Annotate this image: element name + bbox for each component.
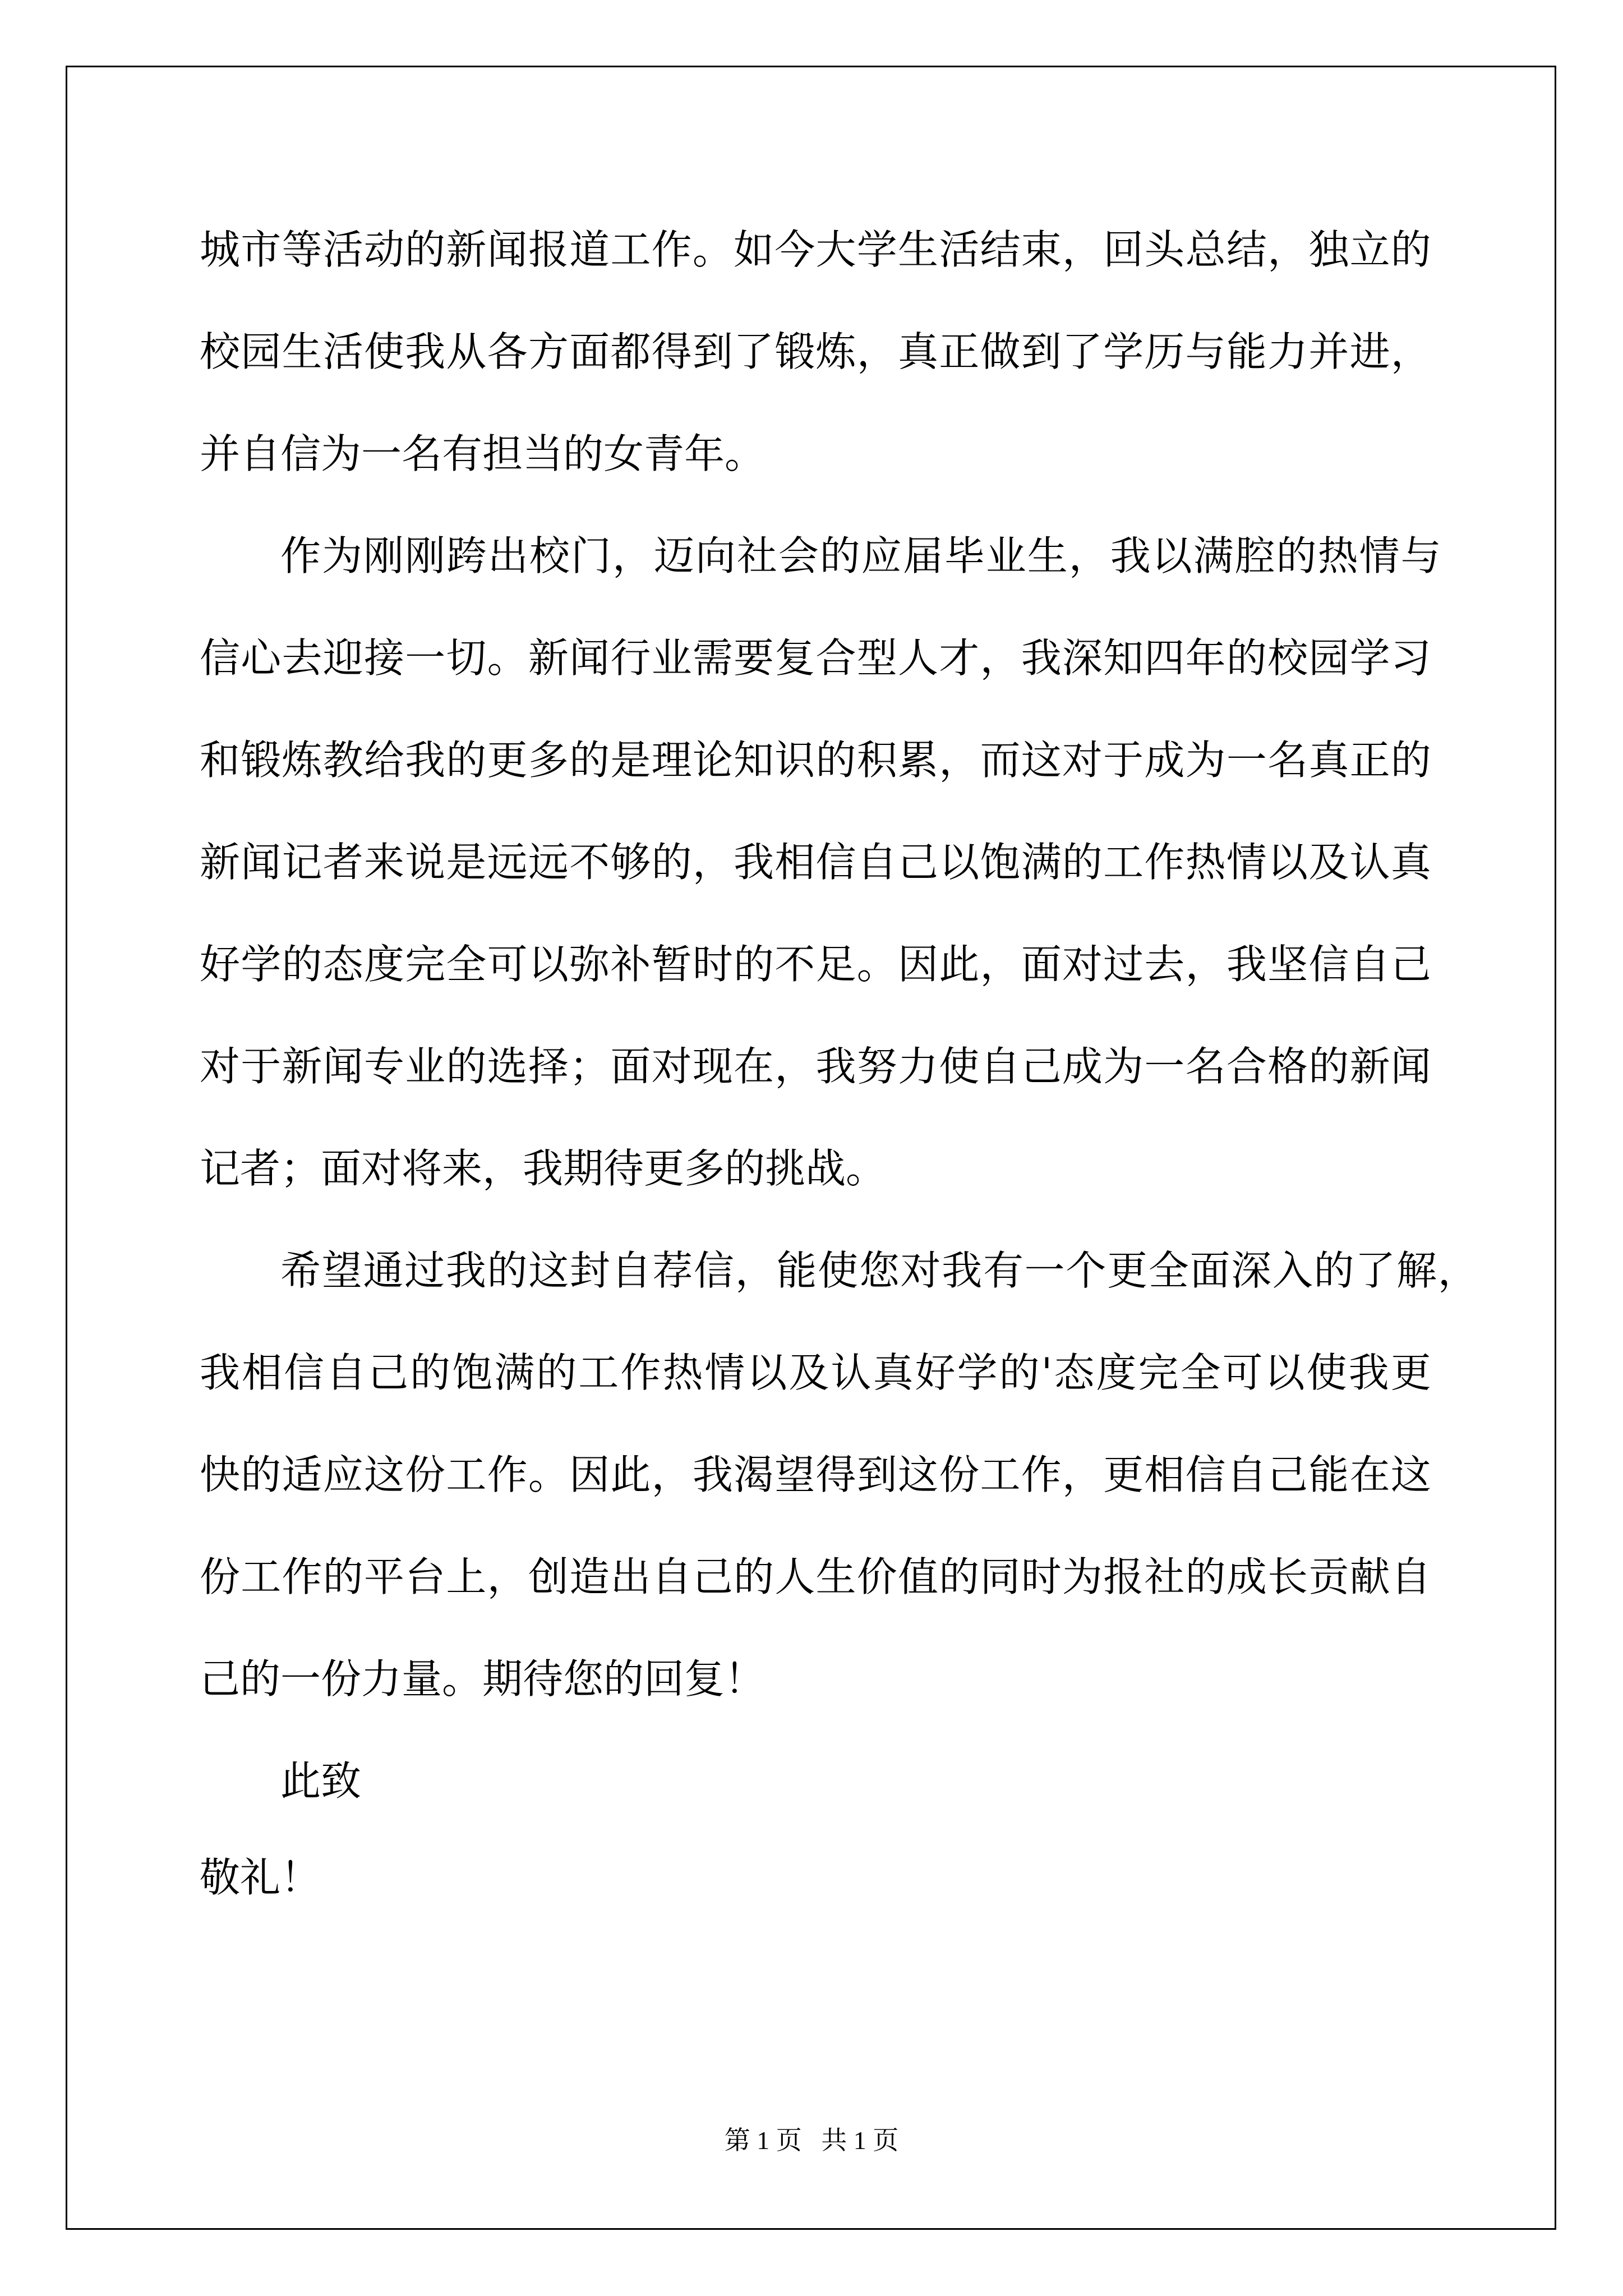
body-line-9: 对 于 新 闻 专 业 的 选 择 ； 面 对 现 在 ， 我 努 力 使 自 己 成 为 一 名 合 格 的 新 闻 bbox=[200, 1043, 1431, 1090]
body-line-4: 作 为 刚 刚 跨 出 校 门 ， 迈 向 社 会 的 应 届 毕 业 生 ， 我 以 满 腔 的 热 情 与 bbox=[280, 532, 1441, 579]
body-line-12: 我 相 信 自 己 的 饱 满 的 工 作 热 情 以 及 认 真 好 学 的 ' 态 度 完 全 可 以 使 我 更 bbox=[200, 1349, 1431, 1396]
body-line-3: 并自信为一名有担当的女青年。 bbox=[200, 430, 766, 477]
body-line-14: 份 工 作 的 平 台 上 ， 创 造 出 自 己 的 人 生 价 值 的 同 时 为 报 社 的 成 长 贡 献 自 bbox=[200, 1553, 1431, 1600]
body-line-7: 新 闻 记 者 来 说 是 远 远 不 够 的 ， 我 相 信 自 己 以 饱 满 的 工 作 热 情 以 及 认 真 bbox=[200, 839, 1431, 886]
body-line-15: 己的一份力量。期待您的回复！ bbox=[200, 1655, 766, 1703]
body-line-1: 城 市 等 活 动 的 新 闻 报 道 工 作 。 如 今 大 学 生 活 结 束 ， 回 头 总 结 ， 独 立 的 bbox=[200, 226, 1431, 273]
page-footer: 第 1 页 共 1 页 bbox=[724, 2126, 899, 2155]
body-line-6: 和 锻 炼 教 给 我 的 更 多 的 是 理 论 知 识 的 积 累 ， 而 这 对 于 成 为 一 名 真 正 的 bbox=[200, 737, 1431, 784]
body-line-11: 希 望 通 过 我 的 这 封 自 荐 信 ， 能 使 您 对 我 有 一 个 更 全 面 深 入 的 了 解 ， bbox=[280, 1247, 1478, 1294]
closing-regards: 敬礼！ bbox=[200, 1854, 321, 1901]
body-line-8: 好 学 的 态 度 完 全 可 以 弥 补 暂 时 的 不 足 。 因 此 ， 面 对 过 去 ， 我 坚 信 自 己 bbox=[200, 941, 1431, 988]
body-line-13: 快 的 适 应 这 份 工 作 。 因 此 ， 我 渴 望 得 到 这 份 工 作 ， 更 相 信 自 己 能 在 这 bbox=[200, 1451, 1431, 1498]
body-line-10: 记者；面对将来，我期待更多的挑战。 bbox=[200, 1145, 887, 1192]
body-line-5: 信 心 去 迎 接 一 切 。 新 闻 行 业 需 要 复 合 型 人 才 ， 我 深 知 四 年 的 校 园 学 习 bbox=[200, 634, 1431, 682]
closing-salutation: 此致 bbox=[280, 1757, 362, 1805]
body-line-2: 校 园 生 活 使 我 从 各 方 面 都 得 到 了 锻 炼 ， 真 正 做 到 了 学 历 与 能 力 并 进 ， bbox=[200, 328, 1431, 375]
